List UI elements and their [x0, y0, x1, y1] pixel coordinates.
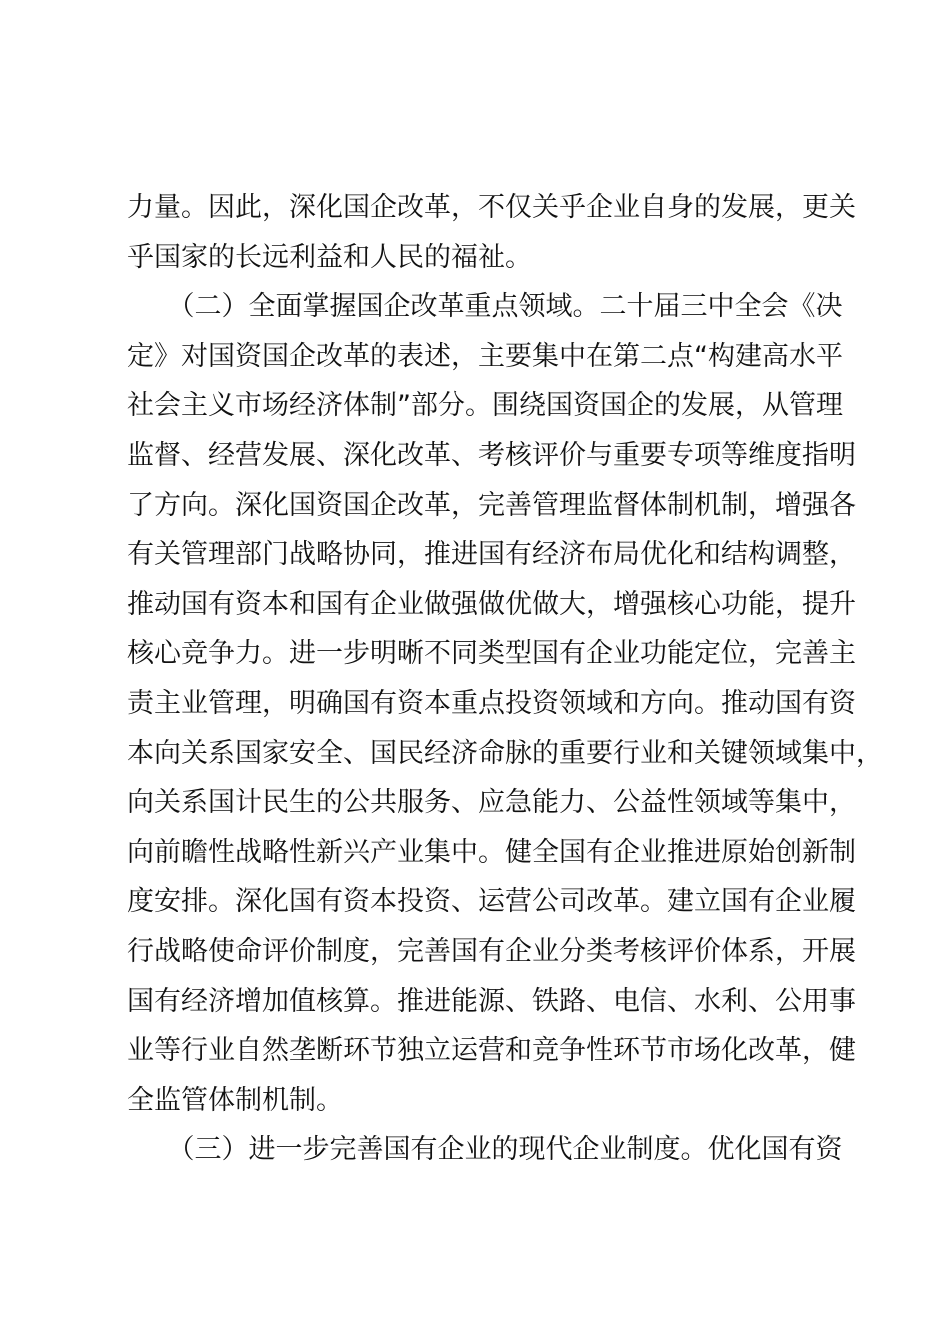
text-line: 了方向。深化国资国企改革，完善管理监督体制机制，增强各 — [127, 489, 856, 521]
text-line: 国有经济增加值核算。推进能源、铁路、电信、水利、公用事 — [127, 985, 856, 1017]
text-line: 责主业管理，明确国有资本重点投资领域和方向。推动国有资 — [127, 687, 856, 719]
text-line: 有关管理部门战略协同，推进国有经济布局优化和结构调整， — [127, 539, 856, 571]
text-line: 乎国家的长远利益和人民的福祉。 — [127, 241, 532, 273]
text-line: 业等行业自然垄断环节独立运营和竞争性环节市场化改革，健 — [127, 1035, 856, 1067]
text-line: 核心竞争力。进一步明晰不同类型国有企业功能定位，完善主 — [127, 638, 856, 670]
text-line: 行战略使命评价制度，完善国有企业分类考核评价体系，开展 — [127, 935, 856, 967]
text-line: 全监管体制机制。 — [127, 1084, 343, 1116]
text-line: 监督、经营发展、深化改革、考核评价与重要专项等维度指明 — [127, 439, 856, 471]
text-line: （二）全面掌握国企改革重点领域。二十届三中全会《决 — [127, 291, 843, 323]
body-text — [127, 183, 883, 1175]
text-line: 推动国有资本和国有企业做强做优做大，增强核心功能，提升 — [127, 588, 856, 620]
text-line: 度安排。深化国有资本投资、运营公司改革。建立国有企业履 — [127, 886, 856, 918]
text-line: 定》对国资国企改革的表述，主要集中在第二点“构建高水平 — [127, 340, 843, 372]
text-line: 向前瞻性战略性新兴产业集中。健全国有企业推进原始创新制 — [127, 836, 856, 868]
text-line: 社会主义市场经济体制”部分。围绕国资国企的发展，从管理 — [127, 390, 843, 422]
text-line: 力量。因此，深化国企改革，不仅关乎企业自身的发展，更关 — [127, 192, 856, 223]
text-line: 向关系国计民生的公共服务、应急能力、公益性领域等集中， — [127, 787, 856, 819]
text-line: （三）进一步完善国有企业的现代企业制度。优化国有资 — [127, 1134, 843, 1166]
text-line: 本向关系国家安全、国民经济命脉的重要行业和关键领域集中， — [127, 737, 883, 769]
